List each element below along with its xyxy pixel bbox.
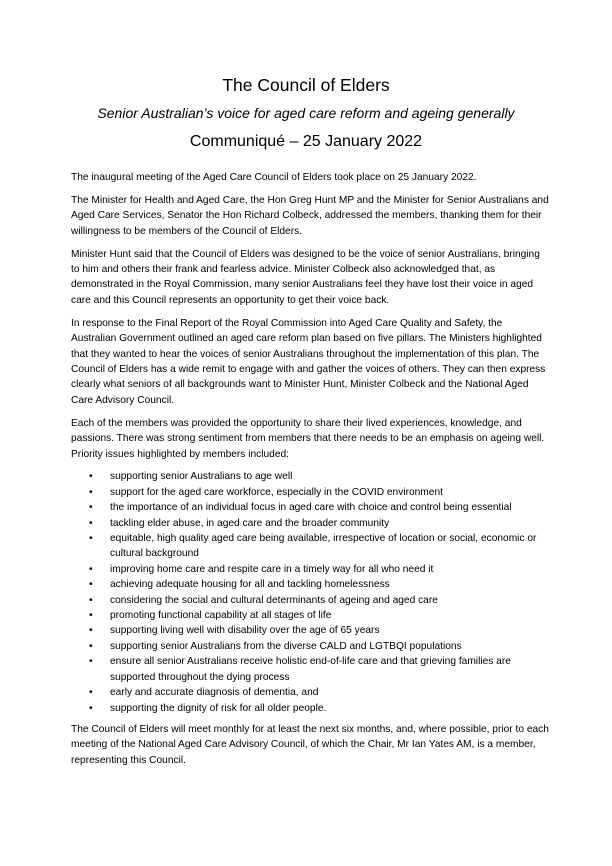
communique-date: Communiqué – 25 January 2022 bbox=[189, 133, 423, 150]
list-item: • support for the aged care workforce, especially in the COVID environment bbox=[110, 485, 549, 500]
list-item: • equitable, high quality aged care being available, irrespective of location or social, economic or cultural background bbox=[110, 531, 549, 562]
list-item: • supporting senior Australians to age well bbox=[110, 469, 549, 484]
list-item: • improving home care and respite care in a timely way for all who need it bbox=[110, 562, 549, 577]
list-item: • tackling elder abuse, in aged care and the broader community bbox=[110, 516, 549, 531]
document-title: The Council of Elders bbox=[222, 75, 390, 95]
list-item: • the importance of an individual focus in aged care with choice and control being essential bbox=[110, 500, 549, 515]
paragraph-inaugural-meeting: The inaugural meeting of the Aged Care Council of Elders took place on 25 January 2022. bbox=[71, 172, 477, 183]
paragraph-member-sharing: Each of the members was provided the opportunity to share their lived experiences, knowledge, and passions. There was strong sentiment from members that there needs to be an emphasis on ageing well. Priority issues highlighted by members included: bbox=[71, 417, 545, 460]
paragraph-ministers-addressed: The Minister for Health and Aged Care, the Hon Greg Hunt MP and the Minister for Senior Australians and Aged Care Services, Senator the Hon Richard Colbeck, addressed the members, thanking them for their willingness to be members of the Council of Elders. bbox=[71, 194, 549, 237]
list-item: • early and accurate diagnosis of dementia, and bbox=[110, 685, 549, 700]
list-item: • promoting functional capability at all stages of life bbox=[110, 608, 549, 623]
document-subtitle: Senior Australian’s voice for aged care reform and ageing generally bbox=[97, 105, 515, 121]
paragraph-minister-hunt: Minister Hunt said that the Council of Elders was designed to be the voice of senior Australians, bringing to him and others their frank and fearless advice. Minister Colbeck also acknowledged that, as demonstrated in the Royal Commission, many senior Australians feel they have lost their voice in aged care and this Council represents an opportunity to get their voice back. bbox=[71, 248, 540, 306]
list-item: • ensure all senior Australians receive holistic end-of-life care and that grieving families are supported throughout the dying process bbox=[110, 654, 549, 685]
list-item: • supporting the dignity of risk for all older people. bbox=[110, 701, 549, 716]
list-item: • considering the social and cultural determinants of ageing and aged care bbox=[110, 593, 549, 608]
document-body bbox=[71, 170, 549, 776]
paragraph-closing: The Council of Elders will meet monthly for at least the next six months, and, where possible, prior to each meeting of the National Aged Care Advisory Council, of which the Chair, Mr Ian Yates AM, is a member, representing this Council. bbox=[71, 723, 549, 766]
priority-issues-list bbox=[71, 469, 549, 716]
list-item: • achieving adequate housing for all and tackling homelessness bbox=[110, 577, 549, 592]
list-item: • supporting living well with disability over the age of 65 years bbox=[110, 623, 549, 638]
paragraph-royal-commission: In response to the Final Report of the Royal Commission into Aged Care Quality and Safety, the Australian Government outlined an aged care reform plan based on five pillars. The Ministers highlighted that they wanted to hear the voices of senior Australians throughout the implementation of this plan. The Council of Elders has a wide remit to engage with and gather the voices of others. They can then express clearly what seniors of all backgrounds want to Minister Hunt, Minister Colbeck and the National Aged Care Advisory Council. bbox=[71, 317, 546, 406]
list-item: • supporting senior Australians from the diverse CALD and LGTBQI populations bbox=[110, 639, 549, 654]
